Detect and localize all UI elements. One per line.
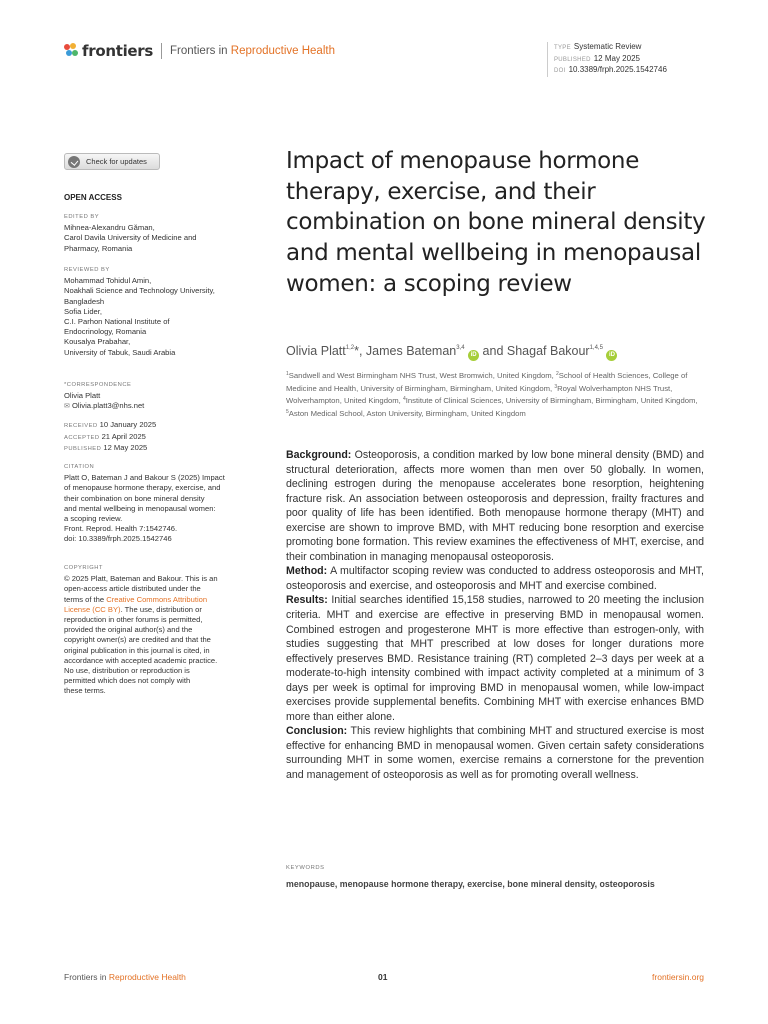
journal-name: Frontiers in Reproductive Health: [170, 45, 335, 57]
abstract-conclusion: Conclusion: This review highlights that combining MHT and structured exercise is most effective for enhancing BMD in menopausal women. Given certain safety considerations surrounding MHT in some women, exercise remains a cornerstone for the prevention and management of osteoporosis as well as for promoting overall wellness.: [286, 725, 704, 782]
license-link[interactable]: Creative Commons Attribution License (CC BY): [64, 594, 208, 614]
journal-header: [64, 42, 335, 60]
dates-section: [64, 420, 264, 455]
footer-site-link[interactable]: frontiersin.org: [652, 972, 704, 982]
copyright-section: [64, 563, 264, 697]
copyright-text: © 2025 Platt, Bateman and Bakour. This is an open-access article distributed under the terms of the Creative Commons Attribution License (CC BY). The use, distribution or reproduction in other forums is permitted, provided the original author(s) and the copyright owner(s) are credited and that the original publication in this journal is cited, in accordance with accepted academic practice. No use, distribution or reproduction is permitted which does not comply with these terms.: [64, 574, 218, 696]
article-published: PUBLISHED 12 May 2025: [554, 53, 640, 63]
article-type: TYPE Systematic Review: [554, 42, 642, 51]
copyright-label: COPYRIGHT: [64, 565, 103, 571]
correspondence-name: Olivia Platt: [64, 391, 101, 401]
edited-by-section: [64, 212, 264, 254]
page-number: 01: [378, 972, 388, 982]
author-name[interactable]: Shagaf Bakour: [506, 344, 590, 358]
check-updates-button[interactable]: [64, 153, 160, 170]
edited-by-text: Mihnea-Alexandru Găman, Carol Davila University of Medicine and Pharmacy, Romania: [64, 223, 197, 253]
citation-label: CITATION: [64, 464, 95, 470]
orcid-icon[interactable]: iD: [468, 350, 479, 361]
reviewed-by-label: REVIEWED BY: [64, 267, 110, 273]
abstract-background: Background: Osteoporosis, a condition marked by low bone mineral density (BMD) and structural deterioration, affects more women than men over 50 globally. In women, declining estrogen during the menopause accelerates bone resorption, heightening fracture risk. An association between osteoporosis and depression, frailty fractures and poor quality of life has been identified. Both menopause hormone therapy (MHT) and exercise are shown to improve BMD, with MHT reducing bone resorption and exercise promoting bone formation. This review examines the effectiveness of MHT, exercise, and their combination in managing menopausal osteoporosis.: [286, 449, 704, 563]
edited-by-label: EDITED BY: [64, 214, 100, 220]
open-access-label: OPEN ACCESS: [64, 193, 122, 202]
keywords: menopause, menopause hormone therapy, exercise, bone mineral density, osteoporosis: [286, 879, 655, 889]
correspondence-section: [64, 380, 264, 413]
orcid-icon[interactable]: iD: [606, 350, 617, 361]
abstract: [286, 448, 704, 783]
article-title: Impact of menopause hormone therapy, exercise, and their combination on bone mineral density and mental wellbeing in menopausal women: a scoping review: [286, 148, 706, 297]
article-doi[interactable]: DOI 10.3389/frph.2025.1542746: [554, 65, 667, 74]
article-meta: [547, 42, 667, 77]
abstract-results: Results: Initial searches identified 15,158 studies, narrowed to 20 meeting the inclusion criteria. MHT and exercise are effective in preserving BMD in menopausal women. Combined estrogen and progesterone MHT is more effective than estrogen-only, with studies suggesting that MHT prescribed at low doses for longer durations more effectively preserves BMD. Resistance training (RT) completed 2–3 days per week at a moderate-to-high intensity combined with impact activity completed at a minimum of 3 days per week is optimal for improving BMD in menopausal women, while low-impact exercises provide supplemental benefits. Combining MHT with exercise enhances BMD more than either alone.: [286, 594, 704, 723]
received-date: RECEIVED 10 January 2025: [64, 420, 157, 429]
keywords-label: KEYWORDS: [286, 865, 325, 871]
accepted-date: ACCEPTED 21 April 2025: [64, 431, 146, 441]
check-icon: [68, 156, 80, 168]
correspondence-email[interactable]: ✉ Olivia.platt3@nhs.net: [64, 401, 145, 411]
frontiers-logo-icon: [64, 43, 78, 59]
author-name[interactable]: Olivia Platt: [286, 344, 346, 358]
author-name[interactable]: James Bateman: [365, 344, 457, 358]
footer-journal: Frontiers in Reproductive Health: [64, 972, 186, 982]
reviewed-by-section: [64, 265, 264, 358]
email-icon: ✉: [64, 403, 70, 411]
affiliations: $^1$Sandwell and West Birmingham NHS Trust, West Bromwich, United Kingdom, $^2$School of Health Sciences, College of Medicine and Health, University of Birmingham, Birmingham, United Kingdom, $^3$Royal Wolverhampton NHS Trust, Wolverhampton, United Kingdom, $^4$Institute of Clinical Sciences, University of Birmingham, Birmingham, United Kingdom, $^5$Aston Medical School, Aston University, Birmingham, United Kingdom: [286, 371, 698, 418]
correspondence-label: *CORRESPONDENCE: [64, 382, 132, 388]
citation-section: [64, 462, 264, 545]
published-date: PUBLISHED 12 May 2025: [64, 443, 148, 452]
abstract-method: Method: A multifactor scoping review was conducted to address osteoporosis and MHT, osteoporosis and exercise, and osteoporosis and MHT and exercise combined.: [286, 565, 704, 592]
header-divider: [161, 43, 162, 59]
author-list: Olivia Platt$^{1,2}$*, James Bateman$^{3,4}$ iD and Shagaf Bakour$^{1,4,5}$ iD: [286, 344, 617, 361]
citation-text: Platt O, Bateman J and Bakour S (2025) Impact of menopause hormone therapy, exercise, and their combination on bone mineral density and mental wellbeing in menopausal women: a scoping review. Front. Reprod. Health 7:1542746. doi: 10.3389/frph.2025.1542746: [64, 473, 225, 544]
reviewed-by-text: Mohammad Tohidul Amin, Noakhali Science and Technology University, Bangladesh Sofia Lider, C.I. Parhon National Institute of Endocrinology, Romania Kousalya Prabahar, University of Tabuk, Saudi Arabia: [64, 276, 215, 357]
brand-name: frontiers: [82, 42, 154, 60]
check-updates-label: Check for updates: [86, 157, 147, 166]
